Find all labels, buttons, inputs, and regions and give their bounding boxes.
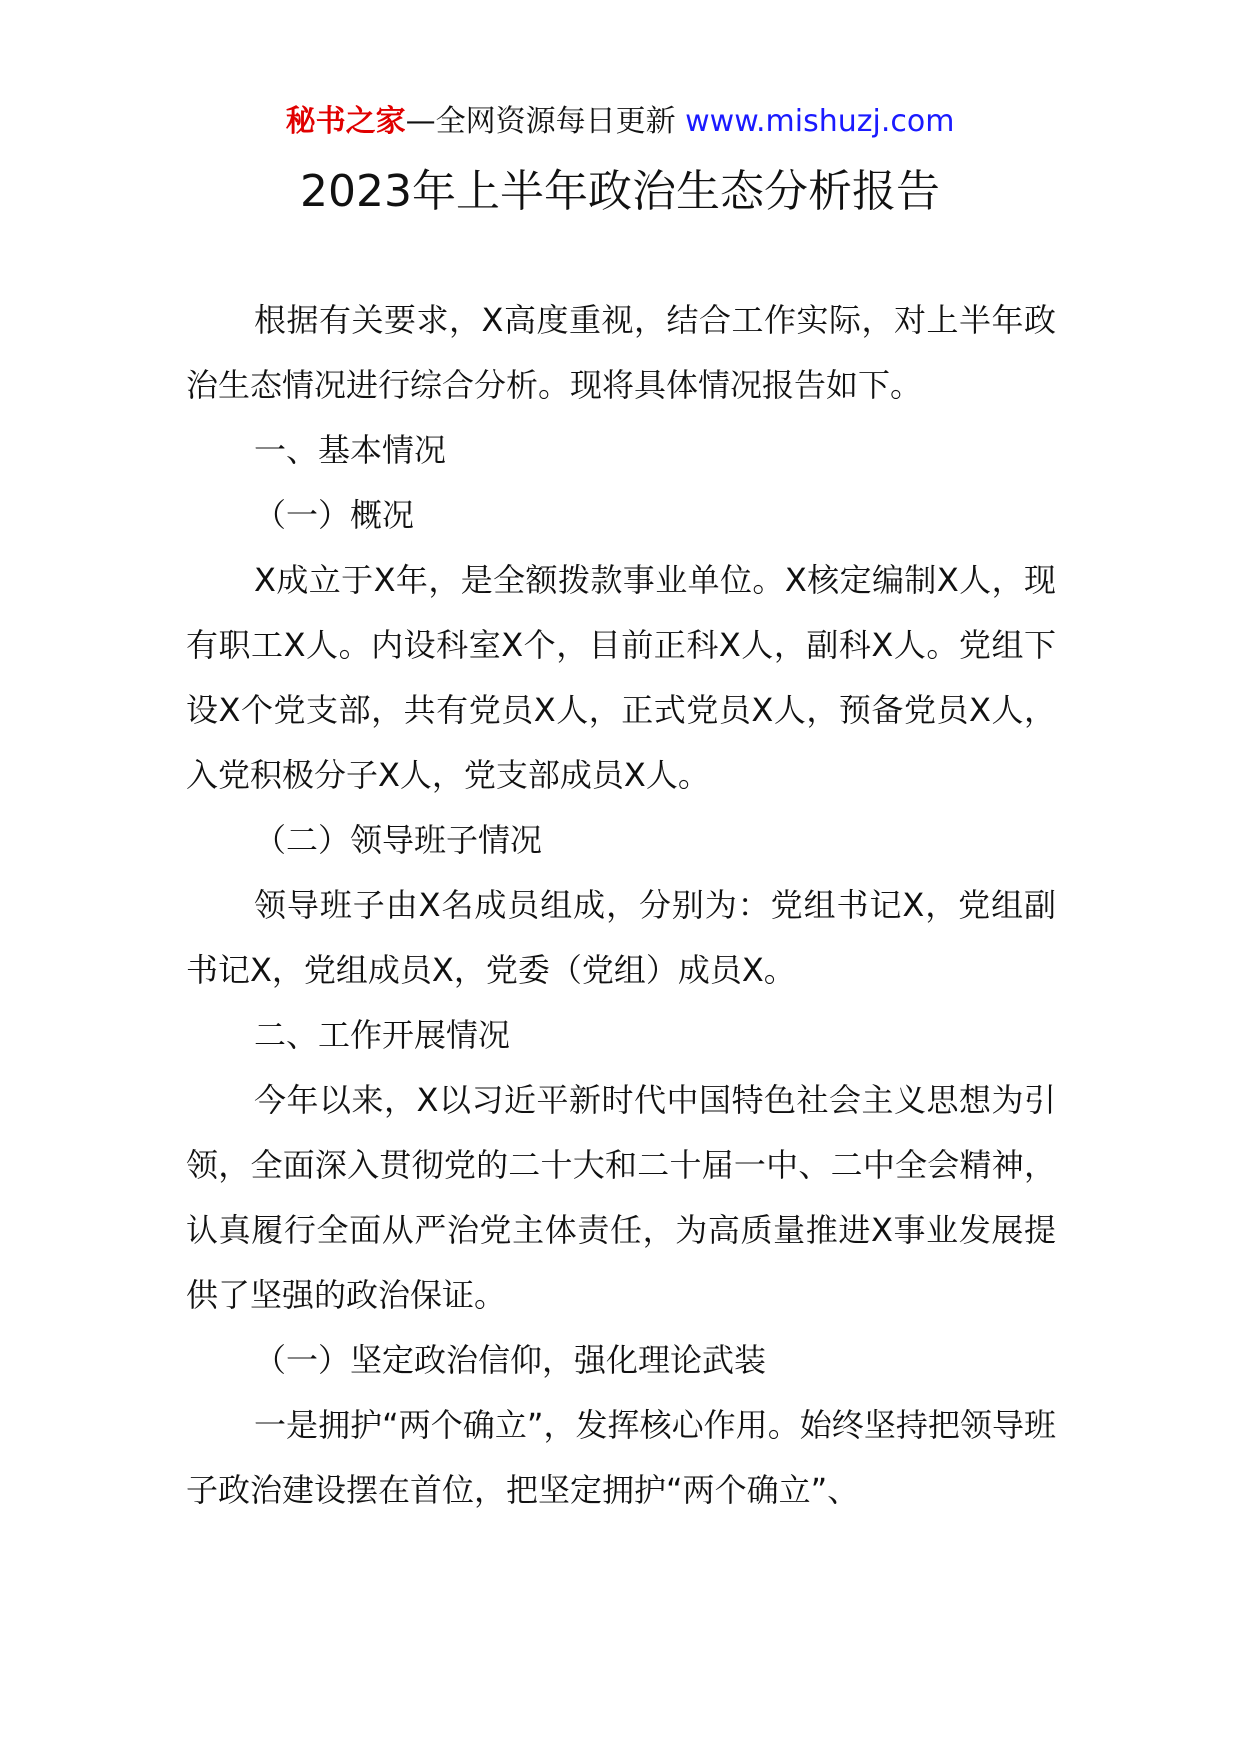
work-summary-paragraph: 今年以来，X以习近平新时代中国特色社会主义思想为引领，全面深入贯彻党的二十大和二十届一中、二中全会精神，认真履行全面从严治党主体责任，为高质量推进X事业发展提供了坚强的政治保证。 [186, 1081, 1056, 1314]
intro-paragraph: 根据有关要求，X高度重视，结合工作实际，对上半年政治生态情况进行综合分析。现将具体情况报告如下。 [186, 301, 1056, 404]
header-tagline: —全网资源每日更新 [405, 104, 676, 139]
subsection-heading-1-2: （二）领导班子情况 [254, 821, 543, 859]
point-one-paragraph: 一是拥护“两个确立”，发挥核心作用。始终坚持把领导班子政治建设摆在首位，把坚定拥护“两个确立”、 [186, 1406, 1056, 1509]
subsection-heading-1-1: （一）概况 [254, 496, 415, 534]
subsection-heading-2-1: （一）坚定政治信仰，强化理论武装 [254, 1341, 767, 1379]
overview-paragraph: X成立于X年，是全额拨款事业单位。X核定编制X人，现有职工X人。内设科室X个，目前正科X人，副科X人。党组下设X个党支部，共有党员X人，正式党员X人，预备党员X人，入党积极分子X人，党支部成员X人。 [186, 561, 1056, 794]
section-heading-2: 二、工作开展情况 [254, 1016, 511, 1054]
site-header [0, 100, 1240, 144]
document-title: 2023年上半年政治生态分析报告 [300, 166, 940, 217]
site-url-link[interactable]: www.mishuzj.com [685, 104, 955, 139]
section-heading-1: 一、基本情况 [254, 431, 447, 469]
leadership-paragraph: 领导班子由X名成员组成，分别为：党组书记X，党组副书记X，党组成员X，党委（党组）成员X。 [186, 886, 1056, 989]
document-body [186, 288, 1056, 1523]
brand-name: 秘书之家 [285, 104, 406, 139]
